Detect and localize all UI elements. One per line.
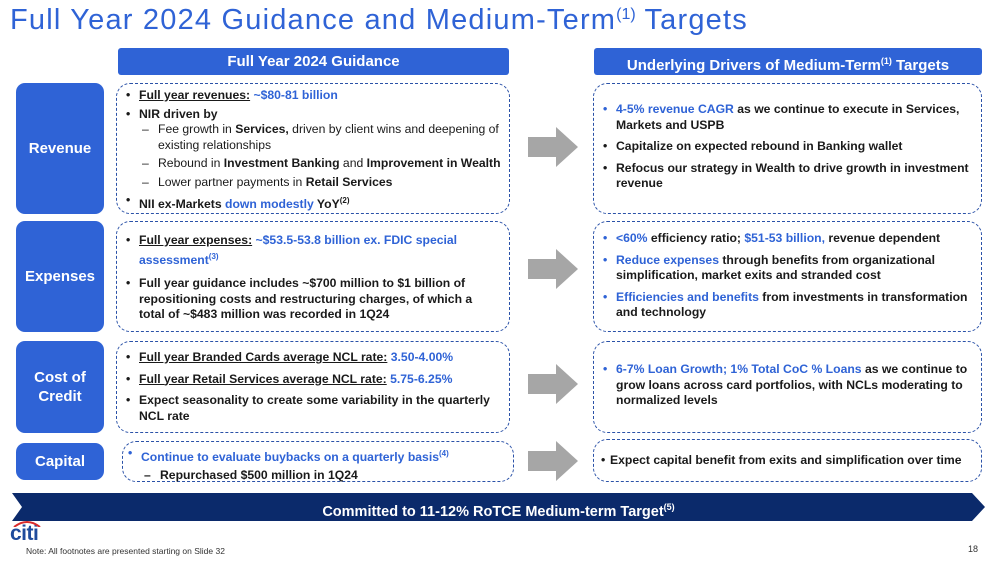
credit-guidance-item: • Full year Branded Cards average NCL rate: 3.50-4.00% xyxy=(125,350,501,366)
expenses-guidance-box xyxy=(116,221,510,332)
credit-guidance-box xyxy=(116,341,510,433)
row-label-expenses: Expenses xyxy=(16,221,104,332)
credit-arrow-icon xyxy=(528,364,578,404)
revenue-arrow-icon xyxy=(528,127,578,167)
capital-sub-item: – Repurchased $500 million in 1Q24 xyxy=(127,468,505,484)
expenses-driver-item: • Reduce expenses through benefits from organizational simplification, market exits and stranded cost xyxy=(602,253,973,284)
credit-guidance-item: • Expect seasonality to create some variability in the quarterly NCL rate xyxy=(125,393,501,424)
revenue-guidance-box xyxy=(116,83,510,214)
capital-guidance-box xyxy=(122,441,514,482)
capital-arrow-icon xyxy=(528,441,578,481)
expenses-drivers-box xyxy=(593,221,982,332)
expenses-guidance-item: • Full year guidance includes ~$700 million to $1 billion of repositioning costs and restructuring charges, of which a total of ~$483 million was recorded in 1Q24 xyxy=(125,276,501,323)
footnote-note: Note: All footnotes are presented starting on Slide 32 xyxy=(26,546,225,556)
revenue-driver-item: • Refocus our strategy in Wealth to drive growth in investment revenue xyxy=(602,161,973,192)
expenses-guidance-item: • Full year expenses: ~$53.5-53.8 billion ex. FDIC special assessment$^{(3)}$ xyxy=(125,233,501,268)
nir-sub-item: – Rebound in Investment Banking and Improvement in Wealth xyxy=(125,156,501,172)
capital-drivers-box xyxy=(593,439,982,482)
revenue-guidance-item: • Full year revenues: ~$80-81 billion xyxy=(125,88,501,104)
expenses-arrow-icon xyxy=(528,249,578,289)
row-label-capital: Capital xyxy=(16,443,104,480)
citi-logo: citi xyxy=(10,522,39,545)
guidance-column-header: Full Year 2024 Guidance xyxy=(118,48,509,75)
nii-item: • NII ex-Markets down modestly YoY$^{(2)}$ xyxy=(125,193,501,213)
credit-driver-item: • 6-7% Loan Growth; 1% Total CoC % Loans as we continue to grow loans across card portfolios, with NCLs moderating to normalized levels xyxy=(602,362,973,409)
nir-item: • NIR driven by xyxy=(125,107,501,123)
page-title: Full Year 2024 Guidance and Medium-Term$^{(1)}$ Targets xyxy=(10,4,748,36)
expenses-driver-item: • <60% efficiency ratio; $51-53 billion, revenue dependent xyxy=(602,231,973,247)
row-label-revenue: Revenue xyxy=(16,83,104,214)
rotce-target-banner: Committed to 11-12% RoTCE Medium-term Target$^{(5)}$ xyxy=(12,493,985,521)
revenue-driver-item: • Capitalize on expected rebound in Banking wallet xyxy=(602,139,973,155)
capital-guidance-item: • Continue to evaluate buybacks on a quarterly basis$^{(4)}$ xyxy=(127,446,505,466)
expenses-driver-item: • Efficiencies and benefits from investments in transformation and technology xyxy=(602,290,973,321)
revenue-drivers-box xyxy=(593,83,982,214)
drivers-column-header: Underlying Drivers of Medium-Term$^{(1)}$ Targets xyxy=(594,48,982,75)
nir-sub-item: – Fee growth in Services, driven by client wins and deepening of existing relationships xyxy=(125,122,501,153)
revenue-driver-item: • 4-5% revenue CAGR as we continue to execute in Services, Markets and USPB xyxy=(602,102,973,133)
page-number: 18 xyxy=(968,544,979,554)
credit-guidance-item: • Full year Retail Services average NCL rate: 5.75-6.25% xyxy=(125,372,501,388)
credit-drivers-box xyxy=(593,341,982,433)
capital-driver-item: • Expect capital benefit from exits and simplification over time xyxy=(600,453,975,469)
row-label-cost-of-credit: Cost of Credit xyxy=(16,341,104,433)
nir-sub-item: – Lower partner payments in Retail Services xyxy=(125,175,501,191)
